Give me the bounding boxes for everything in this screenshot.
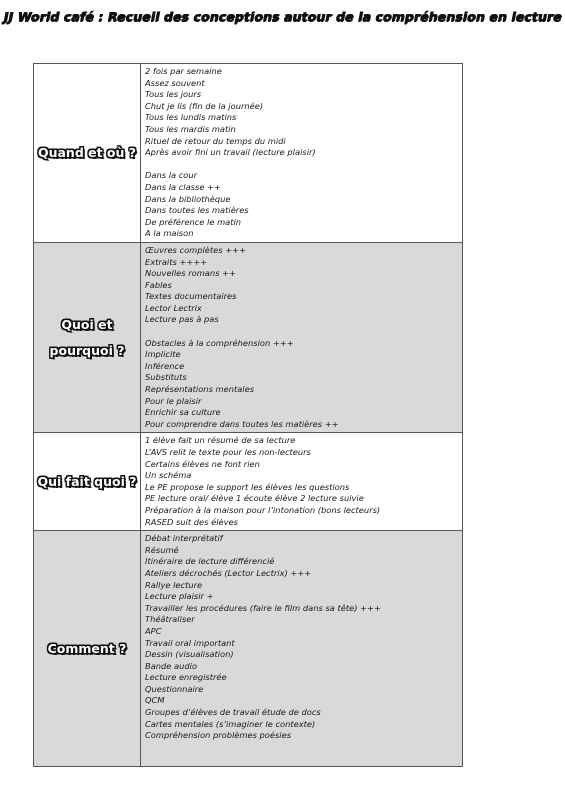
- row-heading-cell: [34, 531, 141, 767]
- row-items-cell: [141, 531, 463, 767]
- list-item: 2 fois par semaine: [145, 66, 222, 76]
- list-item: Théâtraliser: [145, 614, 195, 625]
- list-item: A la maison: [145, 228, 194, 239]
- list-item: Lecture plaisir +: [145, 591, 214, 602]
- list-item: Travailler les procédures (faire le film dans sa tête) +++: [145, 602, 381, 613]
- list-item: Cartes mentales (s’imaginer le contexte): [145, 718, 316, 729]
- list-item: Œuvres complètes +++: [145, 244, 247, 255]
- table-row-quand-et-ou: [34, 64, 463, 243]
- list-item: Lecture enregistrée: [145, 672, 227, 683]
- row-heading-line-1: Quoi et: [61, 316, 113, 332]
- list-item: Dessin (visualisation): [145, 649, 234, 660]
- list-item: Certains élèves ne font rien: [145, 458, 260, 469]
- list-item: Travail oral important: [145, 637, 235, 648]
- list-item: Chut je lis (fin de la journée): [145, 100, 264, 111]
- list-item: Préparation à la maison pour l’intonation (bons lecteurs): [145, 504, 381, 515]
- list-item: Pour le plaisir: [145, 395, 202, 406]
- list-item: Pour comprendre dans toutes les matières ++: [145, 418, 339, 429]
- list-item: Questionnaire: [145, 683, 204, 694]
- list-item: Lector Lectrix: [145, 302, 202, 313]
- table-row-qui-fait-quoi: [34, 433, 463, 531]
- row-heading: Comment ?: [47, 640, 127, 656]
- list-item: Rallye lecture: [145, 579, 203, 590]
- list-item: Rituel de retour du temps du midi: [145, 135, 286, 146]
- list-item: Assez souvent: [145, 77, 205, 88]
- list-item: 1 élève fait un résumé de sa lecture: [145, 435, 296, 446]
- list-item: Textes documentaires: [145, 291, 237, 302]
- list-item: Dans la cour: [145, 170, 198, 181]
- list-item: Compréhension problèmes poésies: [145, 730, 292, 741]
- list-item: Enrichir sa culture: [145, 407, 221, 418]
- list-item: Fables: [145, 279, 172, 290]
- list-item: PE lecture oral/ élève 1 écoute élève 2 lecture suivie: [145, 493, 364, 504]
- list-item: [145, 326, 462, 338]
- list-item: Dans toutes les matières: [145, 205, 249, 216]
- list-item: Tous les mardis matin: [145, 123, 236, 134]
- list-item: Bande audio: [145, 660, 198, 671]
- list-item: Groupes d’élèves de travail étude de docs: [145, 707, 321, 718]
- row-items-cell: [141, 242, 463, 433]
- list-item: [145, 159, 462, 171]
- list-item: Extraits ++++: [145, 256, 208, 267]
- page-title: JJ World café : Recueil des conceptions autour de la compréhension en lecture: [3, 9, 562, 24]
- list-item: Lecture pas à pas: [145, 314, 219, 325]
- list-item: Tous les lundis matins: [145, 112, 237, 123]
- list-item: Résumé: [145, 544, 179, 555]
- list-item: Obstacles à la compréhension +++: [145, 337, 294, 348]
- conceptions-table: [33, 63, 463, 767]
- list-item: Tous les jours: [145, 89, 202, 100]
- list-item: De préférence le matin: [145, 216, 242, 227]
- list-item: Ateliers décrochés (Lector Lectrix) +++: [145, 567, 312, 578]
- table-row-comment: [34, 531, 463, 767]
- list-item: QCM: [145, 695, 165, 706]
- table-row-quoi-et-pourquoi: [34, 242, 463, 433]
- list-item: Débat interprétatif: [145, 533, 223, 544]
- list-item: Dans la classe ++: [145, 181, 221, 192]
- row-heading-cell: [34, 242, 141, 433]
- row-heading-cell: [34, 64, 141, 243]
- list-item: Nouvelles romans ++: [145, 268, 237, 279]
- row-heading-cell: [34, 433, 141, 531]
- list-item: Le PE propose le support les élèves les questions: [145, 481, 350, 492]
- list-item: Itinéraire de lecture différencié: [145, 556, 275, 567]
- row-items-cell: [141, 433, 463, 531]
- list-item: Dans la bibliothèque: [145, 193, 231, 204]
- list-item: Substituts: [145, 372, 187, 383]
- row-items-cell: [141, 64, 463, 243]
- list-item: Un schéma: [145, 470, 192, 481]
- list-item: Inférence: [145, 360, 185, 371]
- list-item: APC: [145, 625, 162, 636]
- list-item: Implicite: [145, 349, 181, 360]
- list-item: Représentations mentales: [145, 384, 255, 395]
- row-heading-line-2: pourquoi ?: [49, 342, 125, 358]
- list-item: L’AVS relit le texte pour les non-lecteurs: [145, 447, 311, 457]
- list-item: RASED suit des élèves: [145, 516, 238, 527]
- row-heading: Qui fait quoi ?: [37, 473, 137, 489]
- list-item: Après avoir fini un travail (lecture plaisir): [145, 147, 316, 158]
- row-heading: Quand et où ?: [37, 144, 137, 160]
